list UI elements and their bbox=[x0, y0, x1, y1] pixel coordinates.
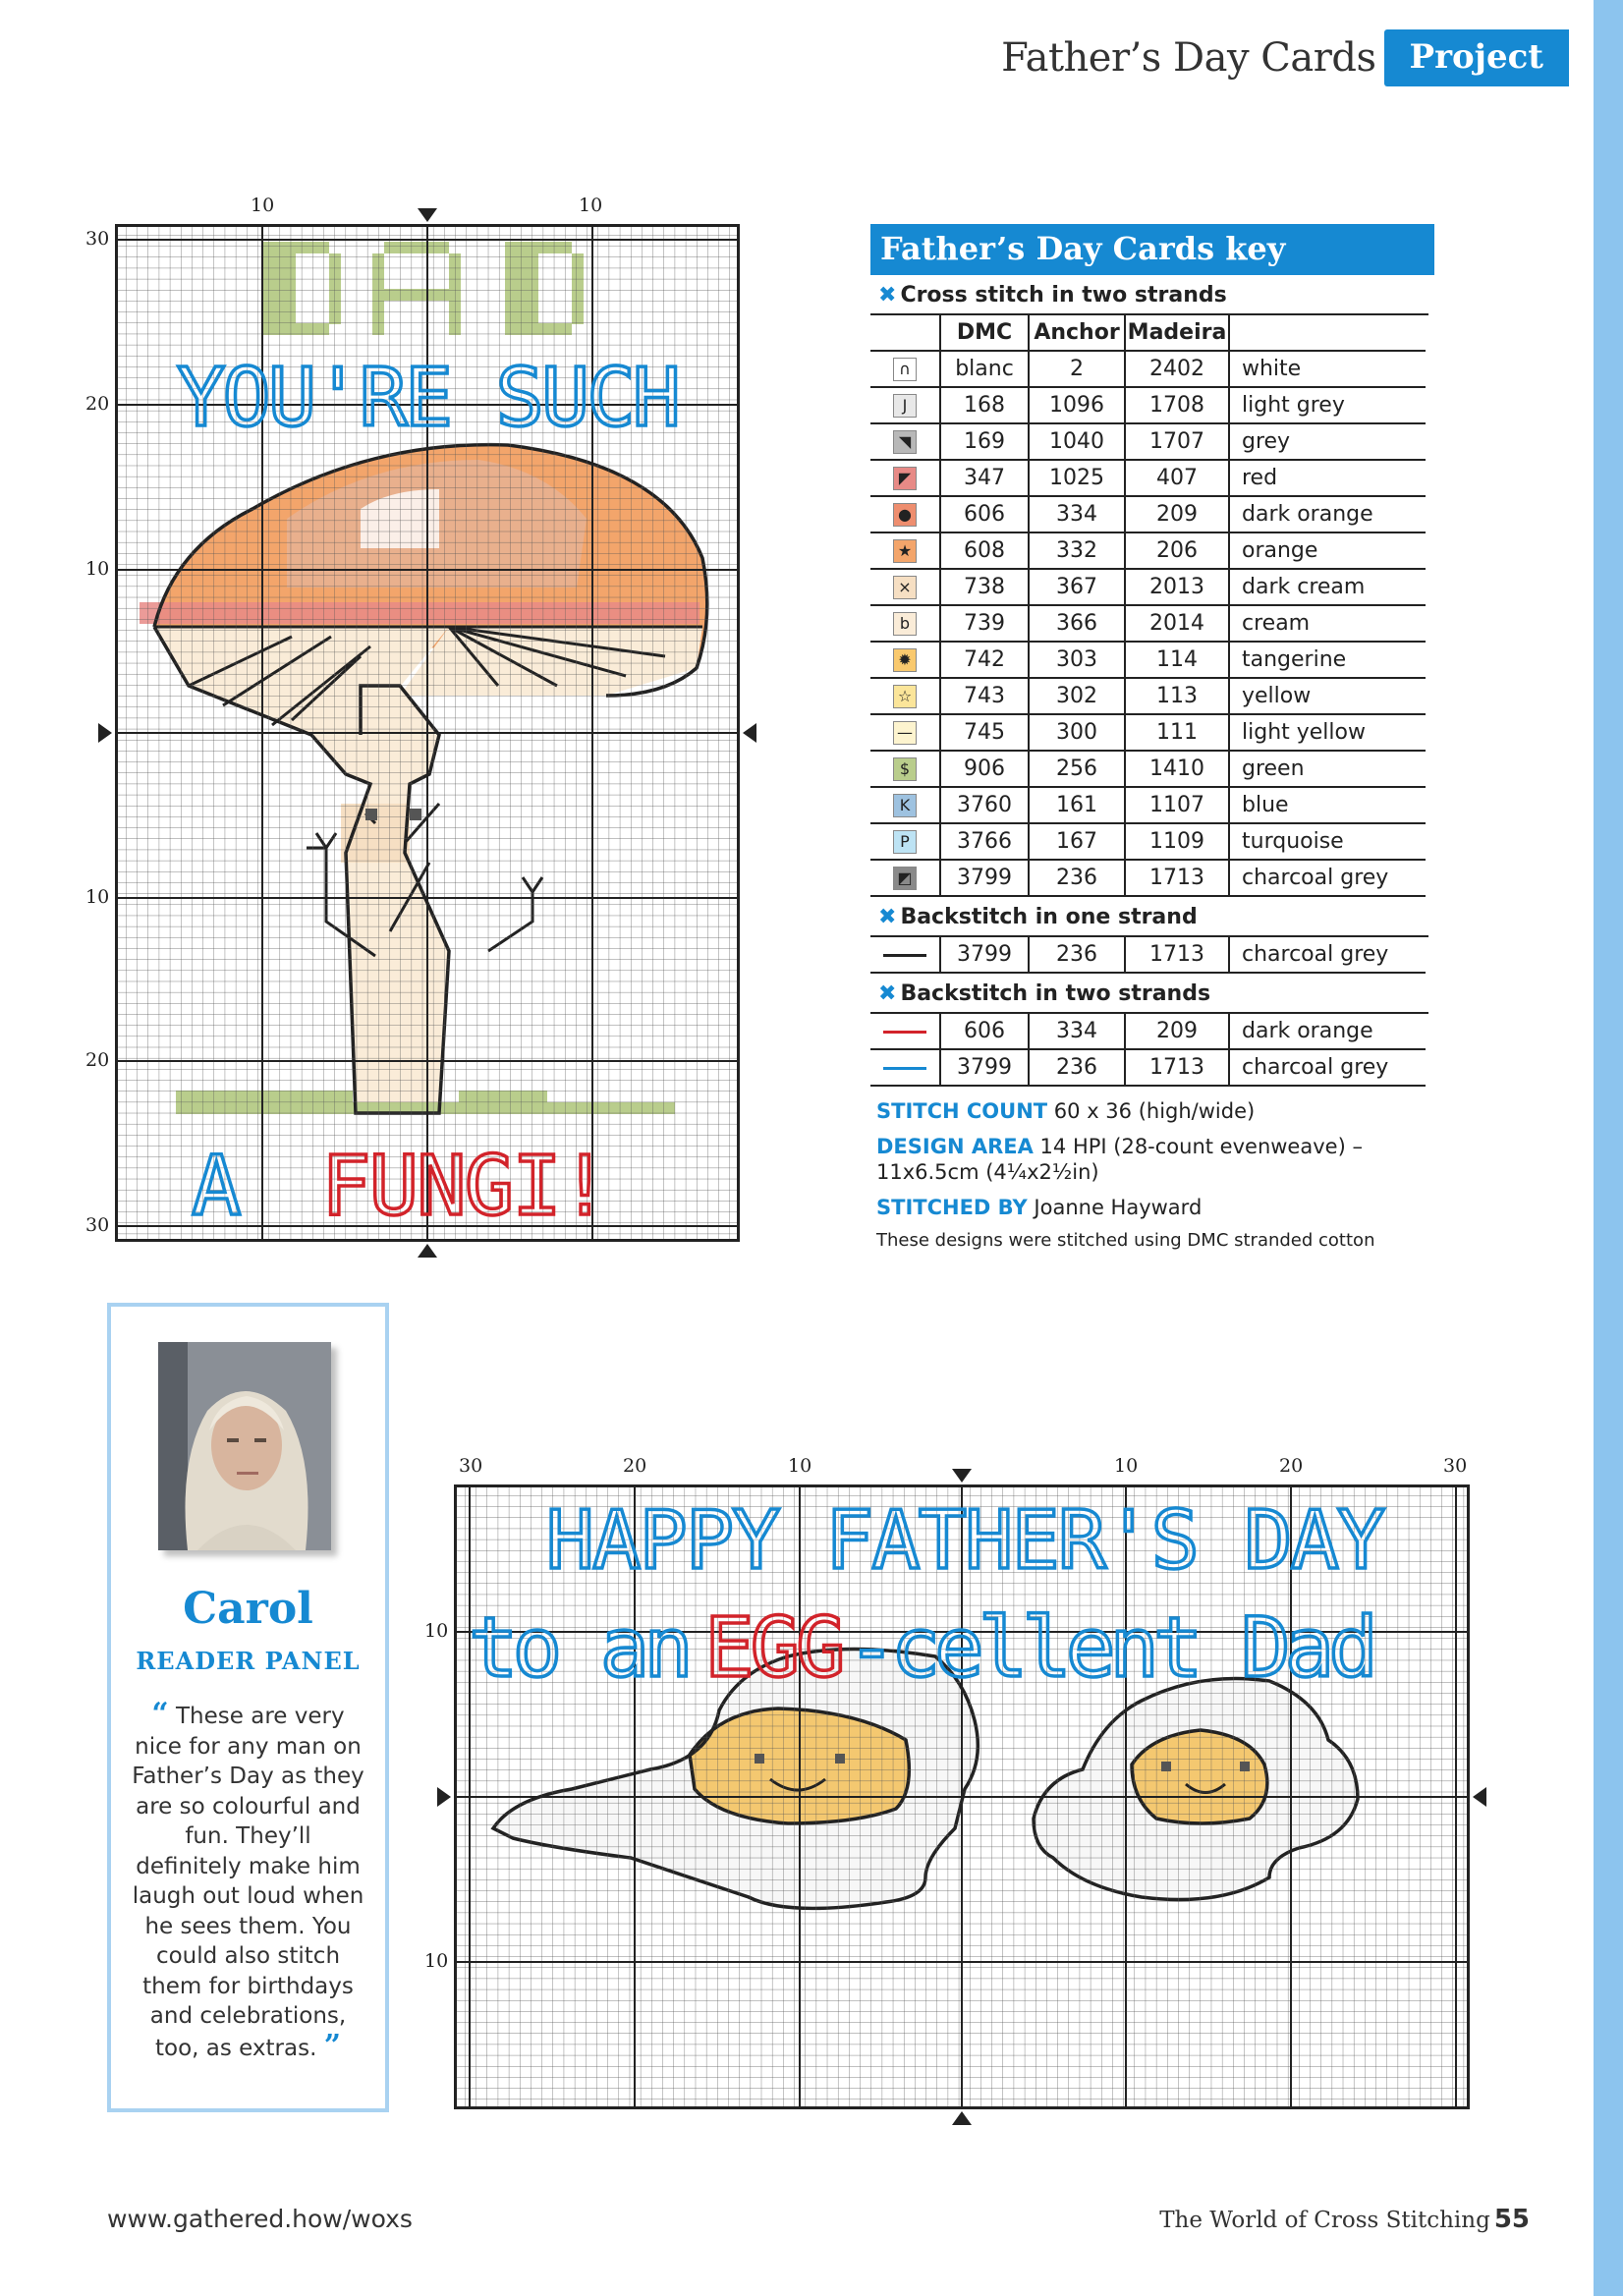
cross-icon: ✖ bbox=[878, 283, 897, 308]
stitch-symbol-icon: ◩ bbox=[893, 867, 917, 890]
stitch-symbol-icon: ◤ bbox=[893, 467, 917, 490]
key-cell-dmc: 738 bbox=[940, 569, 1029, 605]
key-cell-dmc: 745 bbox=[940, 714, 1029, 751]
key-cell-dmc: 347 bbox=[940, 460, 1029, 496]
text-to-an: to an bbox=[469, 1599, 688, 1696]
stitch-symbol-icon: × bbox=[893, 576, 917, 599]
key-cell-madeira: 1713 bbox=[1125, 1049, 1229, 1086]
tick-left-2: 20 bbox=[85, 393, 110, 415]
section-back2-label: Backstitch in two strands bbox=[900, 981, 1211, 1006]
key-cell-name: grey bbox=[1229, 423, 1426, 460]
mushroom-chart bbox=[85, 195, 740, 1242]
stitch-symbol-icon: ✹ bbox=[893, 648, 917, 672]
key-cell-anchor: 334 bbox=[1029, 1014, 1125, 1049]
section-cross-label: Cross stitch in two strands bbox=[900, 283, 1227, 308]
key-row bbox=[870, 387, 1426, 423]
thread-note: These designs were stitched using DMC stranded cotton bbox=[876, 1230, 1375, 1251]
text-cellent-dad: -cellent Dad bbox=[847, 1599, 1372, 1696]
tick-left-5: 20 bbox=[85, 1049, 110, 1071]
key-cell-anchor: 161 bbox=[1029, 787, 1125, 823]
key-cell-name: blue bbox=[1229, 787, 1426, 823]
key-cell-madeira: 206 bbox=[1125, 532, 1229, 569]
key-cell-name: yellow bbox=[1229, 678, 1426, 714]
key-cell-anchor: 167 bbox=[1029, 823, 1125, 860]
tick-left-1: 30 bbox=[85, 228, 110, 250]
stitch-symbol-icon: ◥ bbox=[893, 430, 917, 454]
tick2-top-6: 30 bbox=[1443, 1455, 1468, 1477]
key-cell-dmc: blanc bbox=[940, 351, 1029, 387]
stitched-by: Joanne Hayward bbox=[1034, 1196, 1203, 1219]
header-title: Father’s Day Cards bbox=[1001, 35, 1376, 81]
key-cell-name: charcoal grey bbox=[1229, 1049, 1426, 1086]
open-quote-icon: “ bbox=[151, 1697, 169, 1731]
key-cell-madeira: 209 bbox=[1125, 496, 1229, 532]
center-arrow-top-2 bbox=[952, 1469, 972, 1483]
stitch-symbol-icon: ☆ bbox=[893, 685, 917, 708]
tick2-top-3: 10 bbox=[788, 1455, 812, 1477]
key-row bbox=[870, 351, 1426, 387]
key-cell-anchor: 236 bbox=[1029, 860, 1125, 896]
cross-icon: ✖ bbox=[878, 981, 897, 1006]
key-cell-madeira: 2402 bbox=[1125, 351, 1229, 387]
tick-top-2: 10 bbox=[579, 195, 603, 216]
key-cell-anchor: 303 bbox=[1029, 642, 1125, 678]
key-cell-name: charcoal grey bbox=[1229, 860, 1426, 896]
key-cell-dmc: 906 bbox=[940, 751, 1029, 787]
stitched-by-label: STITCHED BY bbox=[876, 1196, 1028, 1219]
key-cell-name: light yellow bbox=[1229, 714, 1426, 751]
col-madeira: Madeira bbox=[1125, 315, 1229, 351]
key-cell-name: orange bbox=[1229, 532, 1426, 569]
key-row bbox=[870, 860, 1426, 896]
key-cell-anchor: 367 bbox=[1029, 569, 1125, 605]
tick-top-1: 10 bbox=[251, 195, 275, 216]
key-cell-dmc: 3799 bbox=[940, 1049, 1029, 1086]
key-cell-name: charcoal grey bbox=[1229, 937, 1426, 973]
key-cell-anchor: 334 bbox=[1029, 496, 1125, 532]
key-table-back2 bbox=[870, 1014, 1426, 1087]
key-cell-name: light grey bbox=[1229, 387, 1426, 423]
section-cross-stitch bbox=[870, 275, 1428, 315]
key-cell-madeira: 209 bbox=[1125, 1014, 1229, 1049]
tick-left-4: 10 bbox=[85, 886, 110, 908]
key-row bbox=[870, 678, 1426, 714]
key-cell-name: cream bbox=[1229, 605, 1426, 642]
text-a: A bbox=[192, 1138, 242, 1234]
reader-quote bbox=[129, 1697, 367, 2063]
section-back1-label: Backstitch in one strand bbox=[900, 905, 1198, 929]
key-cell-dmc: 169 bbox=[940, 423, 1029, 460]
key-cell-anchor: 300 bbox=[1029, 714, 1125, 751]
stitch-symbol-icon: ∩ bbox=[893, 358, 917, 381]
footer-url: www.gathered.how/woxs bbox=[107, 2205, 413, 2233]
key-table-cross bbox=[870, 315, 1426, 897]
key-row bbox=[870, 751, 1426, 787]
reader-portrait bbox=[158, 1342, 331, 1550]
col-dmc: DMC bbox=[940, 315, 1029, 351]
backstitch-line-icon bbox=[883, 1031, 926, 1034]
key-cell-anchor: 1040 bbox=[1029, 423, 1125, 460]
center-arrow-left bbox=[98, 723, 112, 743]
center-arrow-right bbox=[743, 723, 756, 743]
text-egg: EGG bbox=[704, 1599, 842, 1696]
backstitch-line-icon bbox=[883, 1067, 926, 1070]
design-area-label: DESIGN AREA bbox=[876, 1135, 1034, 1158]
text-happy-fathers-day: HAPPY FATHER'S DAY bbox=[545, 1494, 1384, 1588]
stitch-symbol-icon: $ bbox=[893, 757, 917, 781]
key-row bbox=[870, 642, 1426, 678]
key-cell-dmc: 3760 bbox=[940, 787, 1029, 823]
stitch-symbol-icon: K bbox=[893, 794, 917, 817]
stitch-symbol-icon: J bbox=[893, 394, 917, 418]
key-cell-madeira: 1107 bbox=[1125, 787, 1229, 823]
footer-magazine bbox=[1159, 2205, 1530, 2234]
key-cell-madeira: 1713 bbox=[1125, 860, 1229, 896]
key-cell-madeira: 407 bbox=[1125, 460, 1229, 496]
page-number: 55 bbox=[1493, 2205, 1530, 2234]
mushroom-chart-grid bbox=[115, 224, 740, 1242]
tick2-top-4: 10 bbox=[1114, 1455, 1139, 1477]
stitch-key bbox=[870, 224, 1434, 1251]
tick2-top-1: 30 bbox=[459, 1455, 483, 1477]
key-cell-dmc: 3799 bbox=[940, 860, 1029, 896]
key-cell-madeira: 2013 bbox=[1125, 569, 1229, 605]
text-fungi: FUNGI! bbox=[321, 1138, 608, 1234]
center-arrow-right-2 bbox=[1473, 1787, 1486, 1807]
section-backstitch-two bbox=[870, 974, 1428, 1014]
key-cell-dmc: 606 bbox=[940, 496, 1029, 532]
stitch-symbol-icon: ★ bbox=[893, 539, 917, 563]
key-cell-anchor: 332 bbox=[1029, 532, 1125, 569]
key-row bbox=[870, 605, 1426, 642]
key-cell-dmc: 743 bbox=[940, 678, 1029, 714]
tick-left-3: 10 bbox=[85, 558, 110, 580]
key-row bbox=[870, 1049, 1426, 1086]
key-cell-name: tangerine bbox=[1229, 642, 1426, 678]
stitch-count: 60 x 36 (high/wide) bbox=[1053, 1099, 1256, 1123]
key-cell-anchor: 366 bbox=[1029, 605, 1125, 642]
key-cell-anchor: 236 bbox=[1029, 1049, 1125, 1086]
tick2-top-2: 20 bbox=[623, 1455, 647, 1477]
key-cell-madeira: 1410 bbox=[1125, 751, 1229, 787]
key-title: Father’s Day Cards key bbox=[870, 224, 1434, 275]
center-arrow-bottom bbox=[418, 1244, 437, 1258]
key-row bbox=[870, 496, 1426, 532]
key-row bbox=[870, 937, 1426, 973]
page-edge-strip bbox=[1594, 0, 1623, 2296]
key-cell-madeira: 1713 bbox=[1125, 937, 1229, 973]
key-cell-madeira: 1109 bbox=[1125, 823, 1229, 860]
key-cell-dmc: 606 bbox=[940, 1014, 1029, 1049]
key-cell-madeira: 1707 bbox=[1125, 423, 1229, 460]
key-cell-name: white bbox=[1229, 351, 1426, 387]
stitch-symbol-icon: b bbox=[893, 612, 917, 636]
key-cell-name: dark orange bbox=[1229, 496, 1426, 532]
reader-role: READER PANEL bbox=[136, 1647, 361, 1675]
key-row bbox=[870, 569, 1426, 605]
reader-photo bbox=[158, 1342, 331, 1550]
key-cell-madeira: 1708 bbox=[1125, 387, 1229, 423]
close-quote-icon: ” bbox=[323, 2028, 341, 2063]
key-cell-dmc: 608 bbox=[940, 532, 1029, 569]
key-row bbox=[870, 460, 1426, 496]
key-cell-name: green bbox=[1229, 751, 1426, 787]
backstitch-line-icon bbox=[883, 954, 926, 957]
stitch-symbol-icon: — bbox=[893, 721, 917, 745]
tick2-left-1: 10 bbox=[424, 1620, 449, 1642]
design-area: 14 HPI (28-count evenweave) – 11x6.5cm (4¼x2½in) bbox=[876, 1135, 1363, 1184]
key-cell-dmc: 3799 bbox=[940, 937, 1029, 973]
stitch-count-label: STITCH COUNT bbox=[876, 1099, 1048, 1123]
key-row bbox=[870, 823, 1426, 860]
key-cell-name: red bbox=[1229, 460, 1426, 496]
key-cell-madeira: 2014 bbox=[1125, 605, 1229, 642]
key-cell-name: dark cream bbox=[1229, 569, 1426, 605]
key-row bbox=[870, 714, 1426, 751]
reader-name: Carol bbox=[183, 1584, 313, 1634]
key-cell-anchor: 302 bbox=[1029, 678, 1125, 714]
stitch-symbol-icon: ● bbox=[893, 503, 917, 527]
key-cell-anchor: 236 bbox=[1029, 937, 1125, 973]
key-cell-dmc: 742 bbox=[940, 642, 1029, 678]
center-arrow-top bbox=[418, 208, 437, 222]
center-arrow-bottom-2 bbox=[952, 2111, 972, 2125]
key-cell-dmc: 168 bbox=[940, 387, 1029, 423]
key-cell-anchor: 2 bbox=[1029, 351, 1125, 387]
key-cell-anchor: 256 bbox=[1029, 751, 1125, 787]
text-youre-such: YOU'RE SUCH bbox=[176, 352, 679, 445]
cross-icon: ✖ bbox=[878, 905, 897, 929]
header-tag: Project bbox=[1384, 29, 1570, 86]
key-cell-anchor: 1025 bbox=[1029, 460, 1125, 496]
reader-panel bbox=[107, 1303, 389, 2112]
key-cell-name: dark orange bbox=[1229, 1014, 1426, 1049]
key-cell-dmc: 3766 bbox=[940, 823, 1029, 860]
key-cell-anchor: 1096 bbox=[1029, 387, 1125, 423]
reader-quote-text: These are very nice for any man on Father’s Day as they are so colourful and fun. They’ll definitely make him laugh out loud when he sees them. You could also stitch them for birthdays and celebrations, too, as extras. bbox=[132, 1704, 364, 2061]
key-row bbox=[870, 423, 1426, 460]
key-row bbox=[870, 1014, 1426, 1049]
col-anchor: Anchor bbox=[1029, 315, 1125, 351]
key-row bbox=[870, 787, 1426, 823]
section-backstitch-one bbox=[870, 897, 1428, 937]
key-table-back1 bbox=[870, 937, 1426, 974]
center-arrow-left-2 bbox=[437, 1787, 451, 1807]
key-cell-madeira: 113 bbox=[1125, 678, 1229, 714]
egg-chart bbox=[424, 1455, 1470, 2109]
magazine-name: The World of Cross Stitching bbox=[1159, 2208, 1490, 2233]
key-row bbox=[870, 532, 1426, 569]
egg-chart-grid bbox=[454, 1484, 1470, 2109]
key-cell-name: turquoise bbox=[1229, 823, 1426, 860]
key-cell-madeira: 114 bbox=[1125, 642, 1229, 678]
tick-left-6: 30 bbox=[85, 1214, 110, 1236]
design-info bbox=[870, 1098, 1434, 1220]
tick2-top-5: 20 bbox=[1279, 1455, 1304, 1477]
tick2-left-2: 10 bbox=[424, 1950, 449, 1972]
key-cell-madeira: 111 bbox=[1125, 714, 1229, 751]
page-header bbox=[1001, 29, 1569, 86]
key-cell-dmc: 739 bbox=[940, 605, 1029, 642]
stitch-symbol-icon: P bbox=[893, 830, 917, 854]
